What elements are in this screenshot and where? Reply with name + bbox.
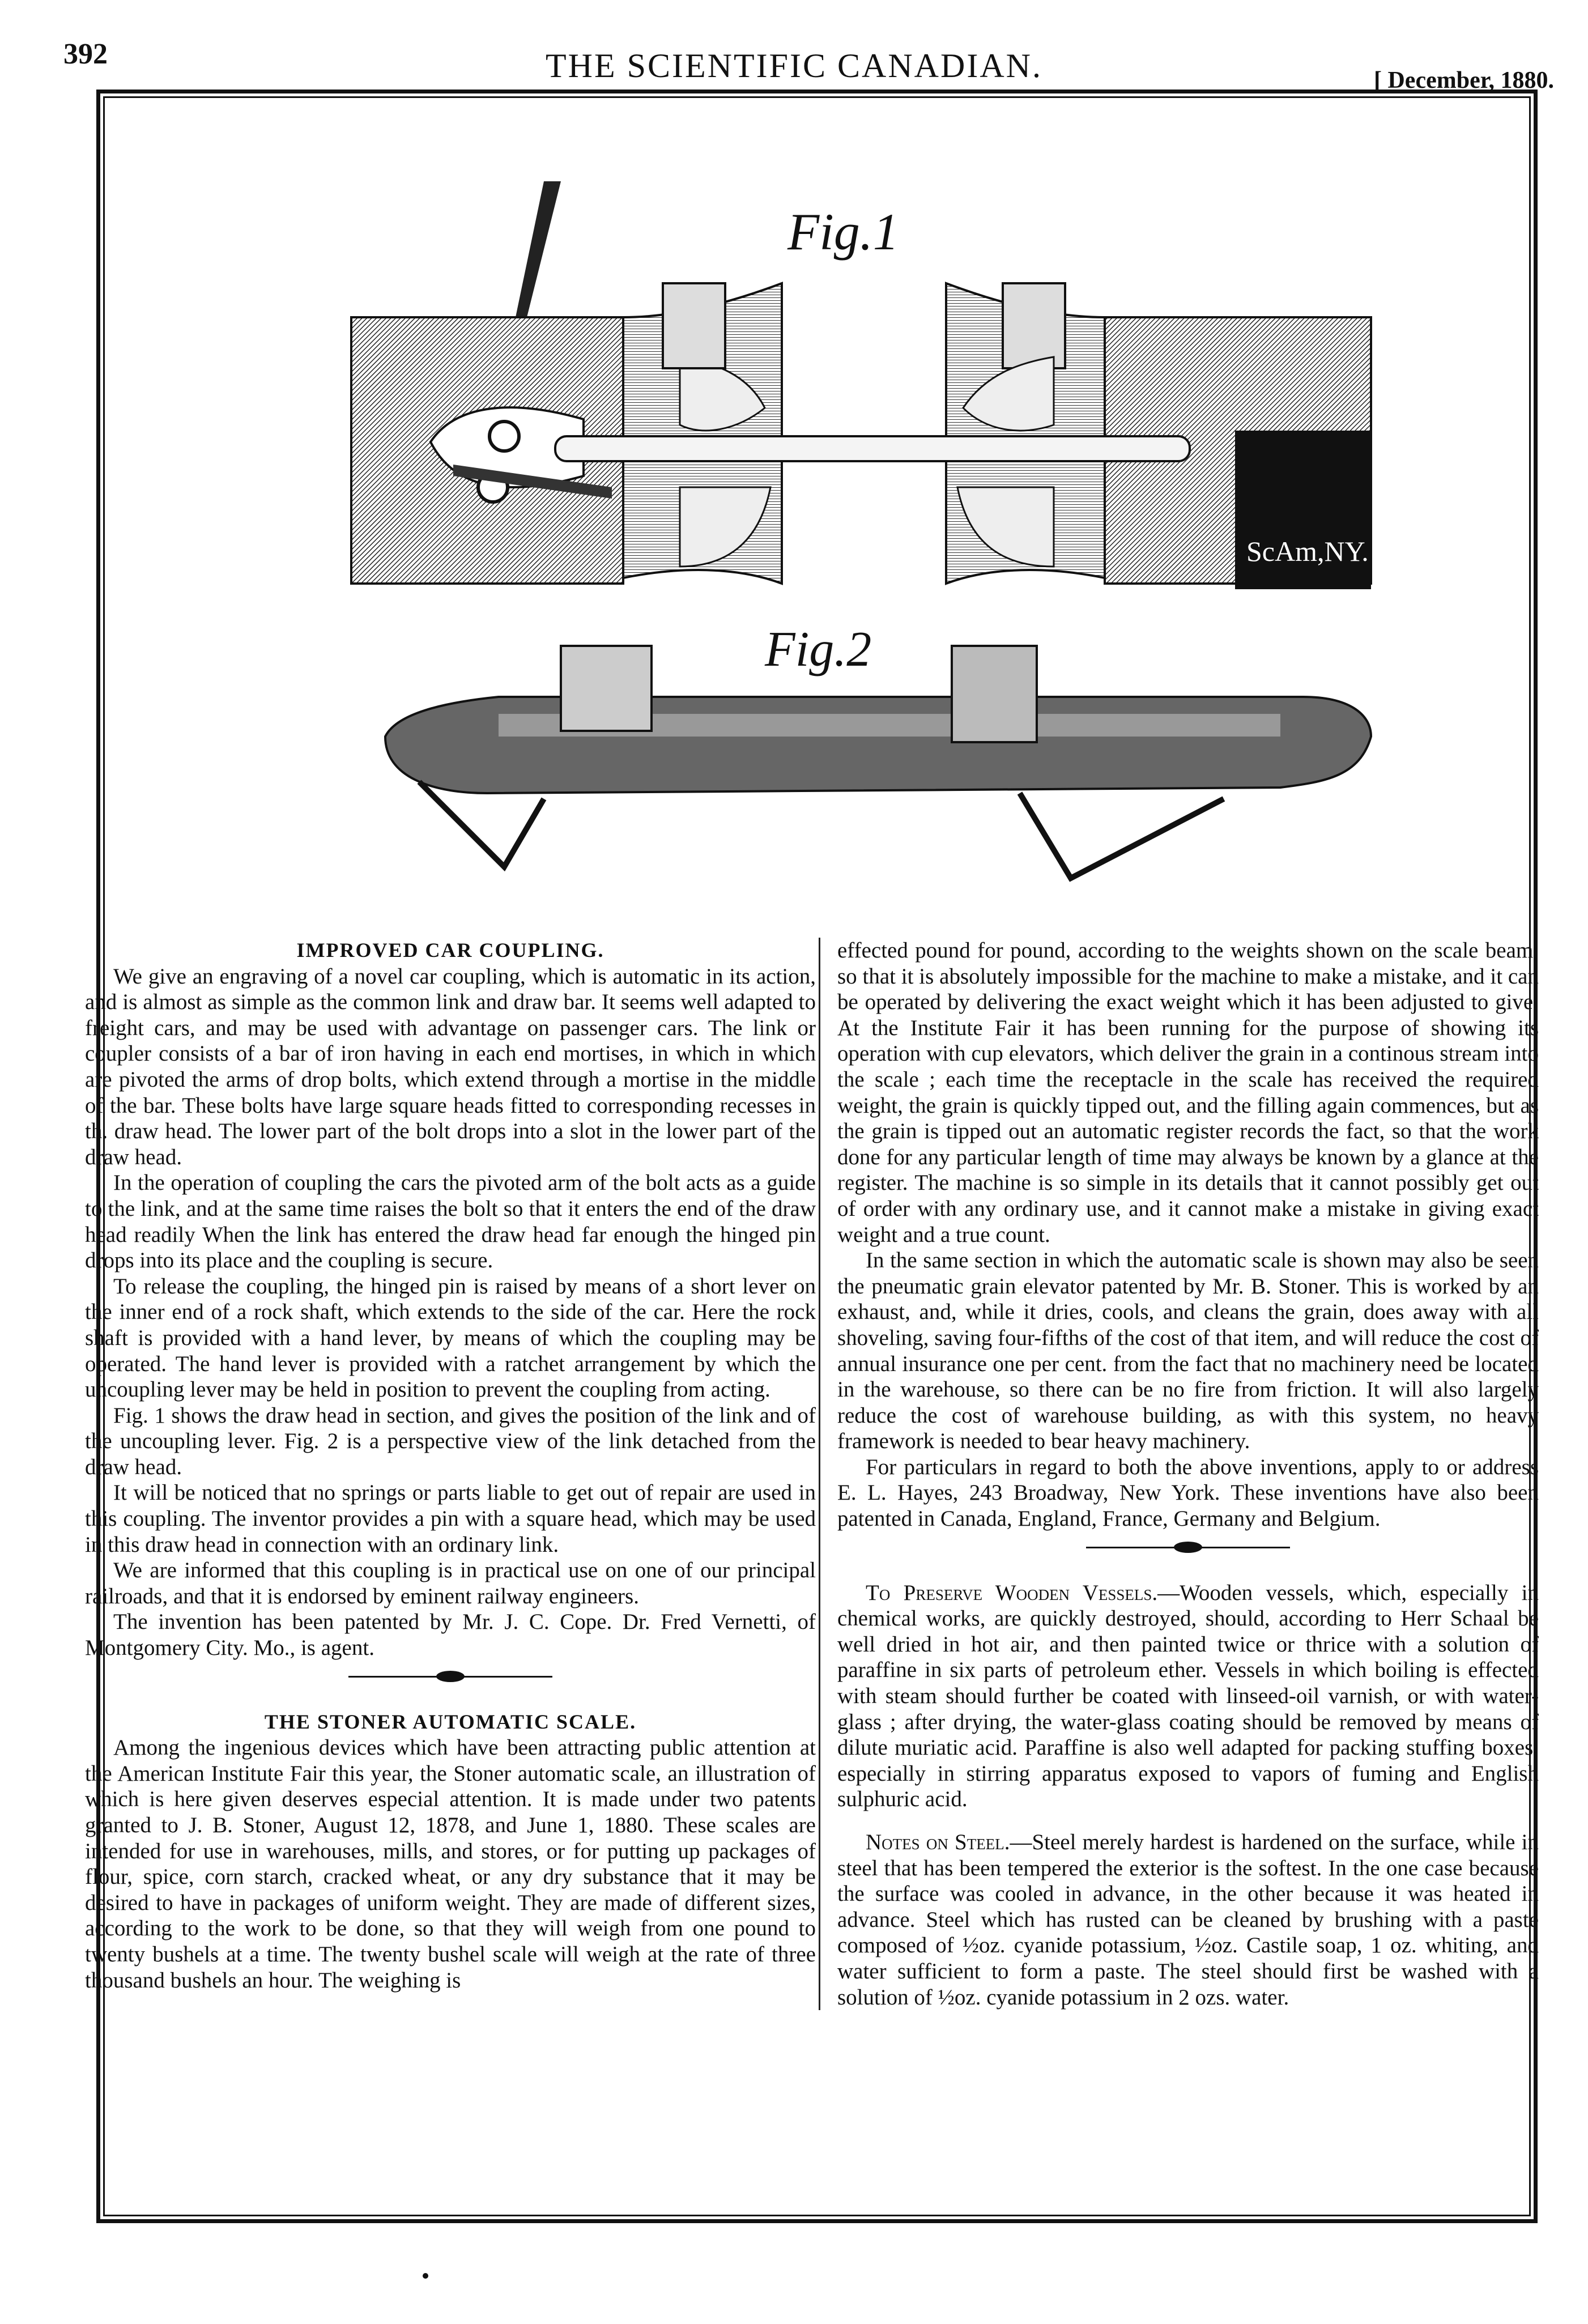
coupling-paragraph: In the operation of coupling the cars the pivoted arm of the bolt acts as a guide to the link, and at the same time raises the bolt so that it enters the end of the draw head readily When the link has entered the draw head far enough the hinged pin drops into its place and the coupling is secure. [85, 1170, 816, 1273]
scale-paragraph: Among the ingenious devices which have been attracting public attention at the American Institute Fair this year, the Stoner automatic scale, an illustration of which is here given deserves especial attention. It is made under two patents granted to J. B. Stoner, August 12, 1878, and June 1, 1880. These scales are intended for use in warehouses, mills, and stores, or for putting up packages of flour, spice, corn starch, cracked wheat, or any dry substance that it may be desired to have in packages of uniform weight. They are made of different sizes, according to the work to be done, so that they will weigh from one pound to twenty bushels at a time. The twenty bushel scale will weigh at the rate of three thousand bushels an hour. The weighing is [85, 1735, 816, 1993]
coupling-paragraph: We give an engraving of a novel car coupling, which is automatic in its action, and is almost as simple as the common link and draw bar. It seems well adapted to freight cars, and may be used with advantage on passenger cars. The link or coupler consists of a bar of iron having in each end mortises, in which in which are pivoted the arms of drop bolts, which extend through a mortise in the middle of the bar. These bolts have large square heads fitted to corresponding recesses in th. draw head. The lower part of the bolt drops into a slot in the lower part of the draw head. [85, 964, 816, 1169]
steel-lead: Notes on Steel. [866, 1830, 1010, 1854]
right-column [819, 938, 1539, 2010]
left-draw-head [351, 283, 782, 584]
issue-date: [ December, 1880. [1373, 67, 1554, 93]
scale-paragraph: effected pound for pound, according to the weights shown on the scale beam, so that it is absolutely impossible for the machine to make a mistake, and it can be operated by delivering the exact weight which it has been adjusted to give. At the Institute Fair it has been running for the purpose of showing its operation with cup elevators, which deliver the grain in a continous stream into the scale ; each time the receptacle in the scale has received the required weight, the grain is quickly tipped out, and the filling again commences, but as the grain is tipped out an automatic register records the fact, so that the work done for any particular length of time may always be known by a glance at the register. The machine is so simple in its details that it cannot possibly get out of order with any ordinary use, and it cannot make a mistake in giving exact weight and a true count. [837, 938, 1539, 1247]
scale-paragraph: For particulars in regard to both the above inventions, apply to or address E. L. Hayes, 243 Broadway, New York. These inventions have also been patented in Canada, England, France, Germany and Belgium. [837, 1454, 1539, 1531]
stray-mark [423, 2273, 428, 2279]
running-head: THE SCIENTIFIC CANADIAN. [546, 47, 1042, 84]
steel-note [837, 1829, 1539, 2010]
coupling-paragraph: It will be noticed that no springs or parts liable to get out of repair are used in this coupling. The inventor provides a pin with a square head, which may be used in this draw head in connection with an ordinary link. [85, 1480, 816, 1557]
page-number: 392 [63, 38, 108, 70]
steel-text: —Steel merely hardest is hardened on the surface, while in steel that has been tempered the exterior is the softest. In the one case because the surface was cooled in advance, in the other because it was heated in advance. Steel which has rusted can be cleaned by brushing with a paste composed of ½oz. cyanide potassium, ½oz. Castile soap, 1 oz. whiting, and water sufficient to form a paste. The steel should first be washed with a solution of ½oz. cyanide potassium in 2 ozs. water. [837, 1830, 1539, 2010]
fig1-label: Fig.1 [787, 203, 899, 261]
link-perspective [385, 646, 1371, 878]
section-divider [348, 1676, 552, 1678]
wooden-vessels-text: —Wooden vessels, which, especially in chemical works, are quickly destroyed, should, according to Herr Schaal be well dried in hot air, and then painted twice or thrice with a solution of paraffine in six parts of petroleum ether. Vessels in which boiling is effected with steam should further be coated with linseed-oil varnish, or with water-glass ; after drying, the water-glass coating should be removed by means of dilute muriatic acid. Paraffine is also well adapted for packing stuffing boxes, especially in stirring apparatus exposed to vapors of fuming and English sulphuric acid. [837, 1580, 1539, 1812]
coupling-paragraph: The invention has been patented by Mr. J. C. Cope. Dr. Fred Vernetti, of Montgomery City. Mo., is agent. [85, 1610, 816, 1661]
coupling-paragraph: To release the coupling, the hinged pin is raised by means of a short lever on the inner end of a rock shaft, which extends to the side of the car. Here the rock shaft is provided with a hand lever, by means of which the coupling may be operated. The hand lever is provided with a ratchet arrangement by which the uncoupling lever may be held in position to prevent the coupling from acting. [85, 1274, 816, 1402]
coupling-heading: IMPROVED CAR COUPLING. [296, 939, 604, 961]
coupling-link [555, 436, 1190, 461]
wooden-vessels-lead: To Preserve Wooden Vessels. [866, 1580, 1158, 1605]
left-column [85, 938, 816, 1993]
scale-paragraph: In the same section in which the automatic scale is shown may also be seen the pneumatic grain elevator patented by Mr. B. Stoner. This is worked by an exhaust, and, while it dries, cools, and cleans the grain, does away with all shoveling, saving four-fifths of the cost of that item, and will reduce the cost of annual insurance one per cent. from the fact that no machinery need be located in the warehouse, so there can be no fire from friction. It will also largely reduce the cost of warehouse building, as with this system, no heavy framework is needed to bear heavy machinery. [837, 1248, 1539, 1454]
section-divider [1086, 1547, 1290, 1548]
scale-heading: THE STONER AUTOMATIC SCALE. [264, 1710, 637, 1733]
car-coupling-engraving [317, 170, 1411, 906]
engraver-signature: ScAm,NY. [1246, 535, 1369, 567]
wooden-vessels-note [837, 1580, 1539, 1812]
coupling-paragraph: Fig. 1 shows the draw head in section, and gives the position of the link and of the uncoupling lever. Fig. 2 is a perspective view of the link detached from the draw head. [85, 1403, 816, 1479]
coupling-paragraph: We are informed that this coupling is in practical use on one of our principal railroads, and that it is endorsed by eminent railway engineers. [85, 1558, 816, 1608]
fig2-label: Fig.2 [765, 622, 872, 677]
